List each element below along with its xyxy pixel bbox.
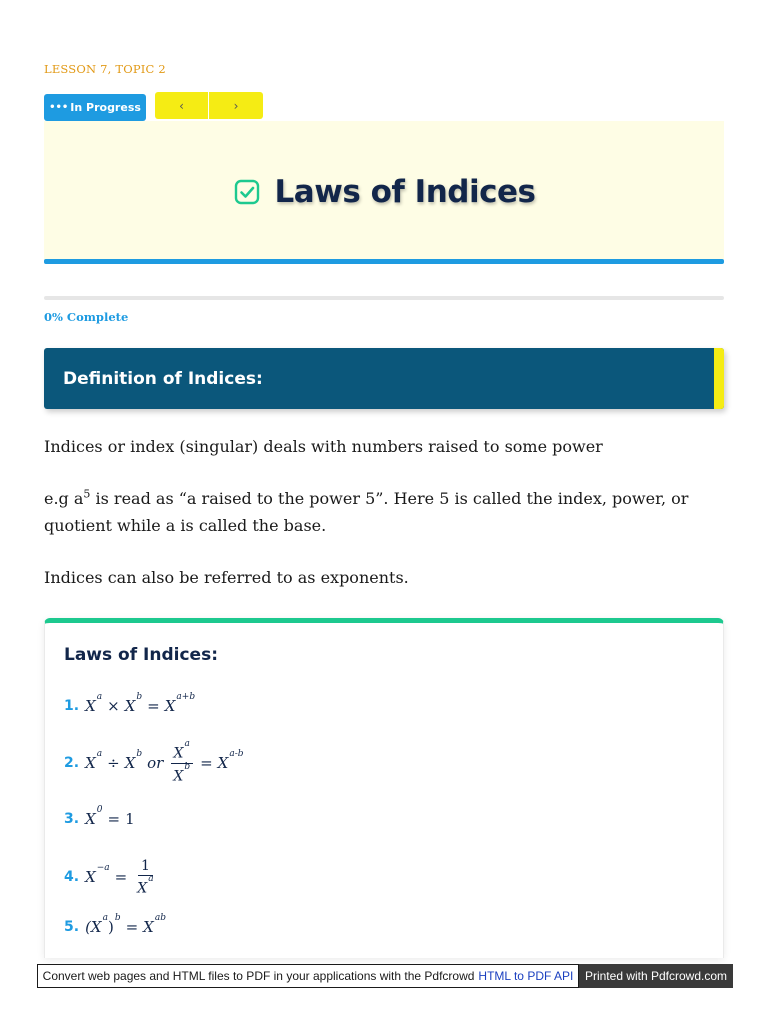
law-item-1: [64, 692, 196, 715]
laws-card: [44, 618, 724, 958]
chevron-right-icon: ›: [233, 98, 239, 113]
hero-divider: [44, 259, 724, 264]
law-number: 1.: [64, 698, 80, 714]
definition-banner: [44, 348, 724, 409]
law-item-2: [64, 739, 244, 785]
law-number: 3.: [64, 811, 80, 827]
footer-notice: [37, 964, 579, 988]
progress-bar: [44, 296, 724, 300]
paragraph-indices: Indices or index (singular) deals with numbers raised to some power: [44, 437, 603, 456]
law-item-5: [64, 913, 166, 936]
html-to-pdf-link[interactable]: HTML to PDF API: [478, 969, 574, 983]
paragraph-exponents: Indices can also be referred to as exponents.: [44, 568, 409, 587]
law-item-4: [64, 858, 159, 897]
chevron-left-icon: ‹: [179, 98, 184, 113]
paragraph-example: [44, 485, 724, 539]
topic-hero: [44, 121, 724, 262]
laws-title: Laws of Indices:: [64, 645, 218, 665]
law-number: 5.: [64, 919, 80, 935]
definition-title: Definition of Indices:: [63, 368, 263, 389]
law-number: 4.: [64, 869, 80, 886]
law-formula: $X^0$ = 1: [85, 805, 135, 828]
previous-button[interactable]: [155, 92, 209, 119]
law-number: 2.: [64, 755, 80, 772]
status-label: In Progress: [70, 101, 141, 114]
law-formula: $X^a$ × $X^b$ = $X^{a+b}$: [85, 692, 196, 715]
example-superscript: 5: [83, 487, 91, 501]
lesson-nav: [155, 92, 263, 119]
progress-label: 0% Complete: [44, 310, 129, 324]
in-progress-badge[interactable]: [44, 94, 146, 121]
law-formula: $X^a$ ÷ $X^b$ or $\frac{X^a}{X^b}$ = $X^{a-b}$: [85, 739, 244, 785]
example-rest: is read as “a raised to the power 5”. Here 5 is called the index, power, or quotient while a is called the base.: [44, 489, 689, 535]
banner-accent: [714, 348, 724, 409]
page-title: Laws of Indices: [274, 173, 536, 210]
law-formula: $(X^a)^b$ = $X^{ab}$: [85, 913, 166, 936]
printed-with-badge[interactable]: Printed with Pdfcrowd.com: [579, 964, 733, 988]
law-item-3: [64, 805, 135, 828]
footer-text: Convert web pages and HTML files to PDF in your applications with the Pdfcrowd: [42, 969, 475, 983]
checkbox-check-icon: [233, 178, 261, 206]
next-button[interactable]: [209, 92, 263, 119]
lesson-topic-label: LESSON 7, TOPIC 2: [44, 62, 166, 76]
law-formula: $X^{-a}$ = $\frac{1}{X^a}$: [85, 858, 154, 897]
pdf-footer: [37, 964, 733, 988]
dots-icon: •••: [49, 102, 69, 113]
example-prefix: e.g a: [44, 489, 84, 508]
